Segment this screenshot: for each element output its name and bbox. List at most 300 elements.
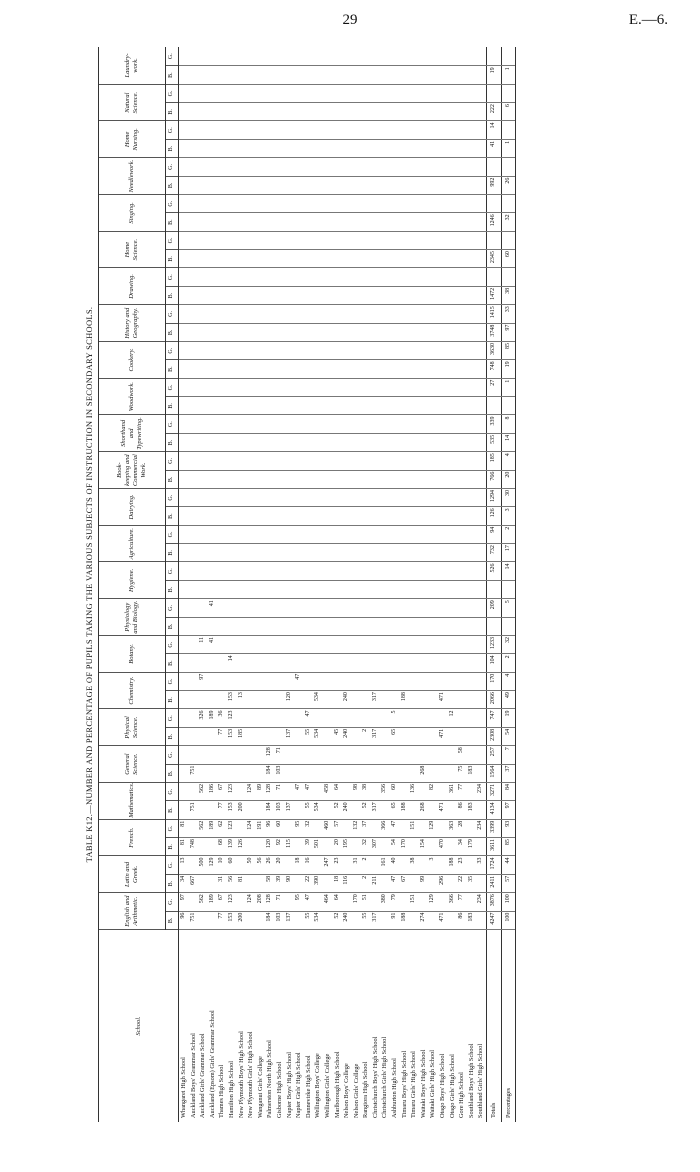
table-cell	[285, 893, 295, 911]
subject-header: Laundry-work.	[99, 47, 166, 84]
table-cell	[323, 580, 333, 598]
table-cell	[198, 231, 208, 249]
table-cell	[323, 433, 333, 451]
table-cell: 380	[380, 893, 390, 911]
table-cell	[198, 562, 208, 580]
table-cell	[179, 452, 189, 470]
table-cell: 234	[476, 893, 486, 911]
table-cell: 751	[189, 764, 199, 782]
table-cell	[400, 103, 410, 121]
girls-column-header: G.	[166, 378, 179, 396]
table-cell: 31	[217, 874, 227, 892]
table-cell: 85	[501, 342, 515, 360]
table-cell	[323, 746, 333, 764]
table-cell	[275, 580, 285, 598]
table-cell	[419, 452, 429, 470]
table-cell: 1	[501, 66, 515, 84]
table-cell	[294, 727, 304, 745]
table-cell	[189, 746, 199, 764]
table-cell	[285, 213, 295, 231]
table-cell	[448, 801, 458, 819]
table-cell	[400, 783, 410, 801]
table-cell	[371, 433, 381, 451]
table-cell	[400, 599, 410, 617]
table-cell	[476, 433, 486, 451]
table-cell	[476, 874, 486, 892]
table-cell	[438, 47, 448, 66]
table-cell	[476, 213, 486, 231]
boys-column-header: B.	[166, 360, 179, 378]
table-cell	[237, 213, 247, 231]
table-cell	[390, 580, 400, 598]
table-cell	[448, 727, 458, 745]
table-cell: 268	[419, 764, 429, 782]
table-cell	[313, 360, 323, 378]
table-cell	[189, 231, 199, 249]
table-cell	[304, 213, 314, 231]
table-cell	[294, 121, 304, 139]
girls-column-header: G.	[166, 342, 179, 360]
table-cell	[400, 672, 410, 690]
table-cell	[227, 139, 237, 157]
table-cell	[189, 268, 199, 286]
table-cell	[390, 103, 400, 121]
table-cell: 534	[313, 911, 323, 929]
table-row	[227, 47, 237, 1122]
table-cell: 103	[275, 911, 285, 929]
table-cell: 366	[380, 819, 390, 837]
table-cell	[467, 305, 477, 323]
table-cell	[237, 195, 247, 213]
table-row	[304, 47, 314, 1122]
table-cell	[342, 489, 352, 507]
table-cell	[198, 323, 208, 341]
table-cell	[256, 470, 266, 488]
table-cell	[275, 617, 285, 635]
table-cell	[371, 176, 381, 194]
table-cell	[285, 195, 295, 213]
table-cell	[380, 672, 390, 690]
table-cell	[352, 305, 362, 323]
table-cell	[313, 672, 323, 690]
table-cell	[448, 195, 458, 213]
table-cell	[448, 268, 458, 286]
table-cell	[400, 231, 410, 249]
table-cell	[419, 176, 429, 194]
subject-header: Dairying.	[99, 489, 166, 526]
table-cell	[189, 525, 199, 543]
table-cell	[448, 746, 458, 764]
table-cell	[237, 893, 247, 911]
school-name: Wellington Boys' College	[314, 1053, 322, 1118]
table-cell	[409, 121, 419, 139]
table-cell	[448, 672, 458, 690]
table-cell	[198, 286, 208, 304]
table-cell	[467, 819, 477, 837]
table-row	[198, 47, 208, 1122]
table-cell	[361, 415, 371, 433]
table-cell	[323, 268, 333, 286]
table-cell	[476, 617, 486, 635]
table-cell	[380, 158, 390, 176]
table-cell	[179, 231, 189, 249]
table-cell	[428, 452, 438, 470]
table-cell	[275, 470, 285, 488]
table-cell	[275, 103, 285, 121]
table-cell	[476, 672, 486, 690]
table-cell	[246, 286, 256, 304]
table-cell	[333, 544, 343, 562]
table-cell: 535	[487, 433, 502, 451]
table-cell	[467, 250, 477, 268]
table-cell	[428, 286, 438, 304]
table-cell	[246, 66, 256, 84]
table-cell	[457, 544, 467, 562]
table-cell	[217, 433, 227, 451]
table-cell	[304, 433, 314, 451]
table-cell	[361, 580, 371, 598]
table-cell	[304, 250, 314, 268]
table-cell	[467, 268, 477, 286]
table-cell	[313, 158, 323, 176]
table-cell	[352, 47, 362, 66]
table-cell	[390, 452, 400, 470]
table-cell	[361, 139, 371, 157]
table-cell	[400, 66, 410, 84]
table-cell	[467, 746, 477, 764]
table-cell	[198, 415, 208, 433]
table-cell	[285, 525, 295, 543]
table-cell	[342, 250, 352, 268]
table-cell	[333, 470, 343, 488]
table-cell	[419, 562, 429, 580]
table-cell	[208, 286, 218, 304]
school-name: Wanganui Girls' College	[256, 1056, 264, 1118]
table-cell	[237, 158, 247, 176]
table-cell	[467, 360, 477, 378]
table-cell	[304, 580, 314, 598]
table-cell	[501, 580, 515, 598]
table-cell	[323, 672, 333, 690]
table-cell: 30	[501, 489, 515, 507]
table-cell	[419, 654, 429, 672]
table-cell: 458	[323, 783, 333, 801]
table-cell	[501, 617, 515, 635]
table-cell	[371, 286, 381, 304]
girls-column-header: G.	[166, 783, 179, 801]
table-cell	[198, 764, 208, 782]
table-cell	[227, 121, 237, 139]
table-cell	[342, 195, 352, 213]
table-cell: 36	[217, 709, 227, 727]
table-cell	[448, 342, 458, 360]
table-cell	[467, 856, 477, 874]
table-cell	[285, 562, 295, 580]
table-cell	[294, 507, 304, 525]
table-cell: 56	[256, 856, 266, 874]
table-cell: 77	[217, 727, 227, 745]
table-cell	[467, 342, 477, 360]
table-cell	[323, 452, 333, 470]
table-cell	[285, 66, 295, 84]
table-cell	[237, 617, 247, 635]
table-cell	[371, 323, 381, 341]
table-cell	[237, 231, 247, 249]
table-cell	[419, 305, 429, 323]
table-cell	[227, 672, 237, 690]
table-cell	[189, 691, 199, 709]
table-cell	[313, 893, 323, 911]
girls-column-header: G.	[166, 893, 179, 911]
table-cell	[208, 415, 218, 433]
table-cell: 52	[333, 801, 343, 819]
table-cell	[333, 286, 343, 304]
table-cell	[323, 727, 333, 745]
table-cell	[313, 397, 323, 415]
table-cell	[323, 286, 333, 304]
table-cell	[438, 617, 448, 635]
table-cell	[467, 176, 477, 194]
table-cell	[179, 507, 189, 525]
table-cell: 240	[342, 911, 352, 929]
table-cell	[361, 268, 371, 286]
table-cell	[409, 433, 419, 451]
table-cell	[361, 286, 371, 304]
table-cell	[237, 599, 247, 617]
table-cell	[198, 360, 208, 378]
table-cell	[198, 305, 208, 323]
table-cell: 2066	[487, 691, 502, 709]
table-cell	[380, 433, 390, 451]
table-cell	[217, 231, 227, 249]
table-cell: 11	[198, 636, 208, 654]
table-cell	[419, 489, 429, 507]
table-cell	[256, 489, 266, 507]
table-cell	[390, 599, 400, 617]
table-cell: 7	[501, 746, 515, 764]
table-cell: 92	[275, 838, 285, 856]
table-cell	[208, 103, 218, 121]
table-cell	[237, 452, 247, 470]
table-cell	[189, 213, 199, 231]
table-cell	[256, 342, 266, 360]
table-cell	[428, 139, 438, 157]
table-cell	[448, 507, 458, 525]
table-cell	[217, 158, 227, 176]
table-cell	[179, 66, 189, 84]
table-cell	[198, 433, 208, 451]
table-cell	[179, 378, 189, 396]
table-cell	[217, 195, 227, 213]
table-cell	[448, 525, 458, 543]
table-cell	[198, 47, 208, 66]
table-cell	[294, 360, 304, 378]
table-cell	[294, 195, 304, 213]
table-cell	[457, 727, 467, 745]
table-cell	[265, 525, 275, 543]
table-cell	[467, 121, 477, 139]
table-cell	[275, 121, 285, 139]
table-cell	[208, 231, 218, 249]
boys-column-header: B.	[166, 213, 179, 231]
table-cell	[275, 452, 285, 470]
table-cell	[487, 47, 502, 66]
table-cell	[342, 286, 352, 304]
school-name: Timaru Girls' High School	[410, 1051, 418, 1118]
subject-header-row	[99, 47, 166, 1122]
table-cell	[227, 415, 237, 433]
table-cell	[390, 525, 400, 543]
table-cell: 170	[487, 672, 502, 690]
table-cell	[275, 507, 285, 525]
table-cell	[438, 139, 448, 157]
table-cell	[438, 544, 448, 562]
table-cell: 58	[265, 874, 275, 892]
table-cell	[390, 84, 400, 102]
table-cell	[275, 397, 285, 415]
table-cell	[265, 470, 275, 488]
table-cell: 2345	[487, 250, 502, 268]
table-cell: 32	[361, 838, 371, 856]
table-cell: 766	[487, 470, 502, 488]
table-cell	[256, 580, 266, 598]
table-cell	[371, 709, 381, 727]
table-cell: 18	[294, 856, 304, 874]
table-cell	[438, 305, 448, 323]
table-cell	[467, 378, 477, 396]
table-cell: 471	[438, 911, 448, 929]
table-cell	[361, 452, 371, 470]
table-cell: 240	[342, 727, 352, 745]
boys-column-header: B.	[166, 654, 179, 672]
table-cell: 41	[208, 599, 218, 617]
table-cell	[227, 562, 237, 580]
table-cell	[390, 415, 400, 433]
table-cell	[333, 599, 343, 617]
table-cell	[198, 452, 208, 470]
table-cell	[448, 378, 458, 396]
table-cell	[275, 323, 285, 341]
table-cell	[217, 397, 227, 415]
boys-column-header: B.	[166, 911, 179, 929]
table-cell	[294, 84, 304, 102]
table-cell	[448, 489, 458, 507]
table-cell	[361, 231, 371, 249]
table-cell	[189, 636, 199, 654]
table-cell	[323, 342, 333, 360]
table-cell: 95	[294, 893, 304, 911]
table-cell	[304, 489, 314, 507]
table-cell	[313, 507, 323, 525]
table-cell	[419, 746, 429, 764]
table-cell: 22	[304, 874, 314, 892]
table-cell	[476, 342, 486, 360]
table-cell	[256, 415, 266, 433]
table-cell	[428, 672, 438, 690]
table-cell	[400, 856, 410, 874]
girls-column-header: G.	[166, 452, 179, 470]
table-row	[371, 47, 381, 1122]
table-cell: 17	[501, 544, 515, 562]
table-cell	[380, 470, 390, 488]
table-cell	[457, 489, 467, 507]
table-cell: 41	[208, 636, 218, 654]
table-cell	[448, 764, 458, 782]
table-cell	[333, 617, 343, 635]
table-cell	[179, 746, 189, 764]
table-cell	[438, 489, 448, 507]
table-cell	[457, 525, 467, 543]
table-cell	[323, 470, 333, 488]
table-cell	[198, 84, 208, 102]
table-cell	[409, 617, 419, 635]
school-name: Timaru Boys' High School	[400, 1050, 408, 1118]
table-cell	[198, 507, 208, 525]
table-cell	[409, 66, 419, 84]
table-cell	[409, 103, 419, 121]
table-cell	[380, 176, 390, 194]
table-cell	[304, 470, 314, 488]
table-cell	[246, 433, 256, 451]
table-cell	[457, 580, 467, 598]
table-cell	[333, 158, 343, 176]
table-cell	[390, 342, 400, 360]
table-cell	[275, 433, 285, 451]
table-cell	[323, 103, 333, 121]
table-cell	[275, 360, 285, 378]
school-name: Nelson Girls' College	[352, 1063, 360, 1118]
table-cell	[352, 378, 362, 396]
school-name: Hamilton High School	[227, 1060, 235, 1118]
table-cell	[208, 838, 218, 856]
table-cell	[208, 580, 218, 598]
table-cell	[323, 709, 333, 727]
table-cell: 184	[265, 801, 275, 819]
table-cell	[208, 617, 218, 635]
table-cell: 3	[428, 856, 438, 874]
table-cell	[457, 158, 467, 176]
table-cell	[189, 819, 199, 837]
table-cell	[227, 103, 237, 121]
table-cell	[390, 378, 400, 396]
table-cell: 184	[265, 764, 275, 782]
table-cell	[342, 470, 352, 488]
table-cell	[275, 231, 285, 249]
table-cell	[352, 360, 362, 378]
table-cell: 363	[448, 819, 458, 837]
table-cell: 2	[501, 654, 515, 672]
table-cell	[467, 195, 477, 213]
table-cell	[476, 323, 486, 341]
table-cell	[304, 654, 314, 672]
table-cell	[380, 268, 390, 286]
table-cell: 3876	[487, 893, 502, 911]
table-cell	[313, 783, 323, 801]
table-cell	[352, 84, 362, 102]
table-cell	[208, 121, 218, 139]
table-cell	[294, 691, 304, 709]
table-cell	[265, 121, 275, 139]
table-cell	[256, 838, 266, 856]
table-cell	[390, 121, 400, 139]
table-cell	[438, 470, 448, 488]
table-cell	[217, 47, 227, 66]
table-cell	[438, 452, 448, 470]
table-cell	[208, 746, 218, 764]
table-cell	[189, 452, 199, 470]
boys-column-header: B.	[166, 433, 179, 451]
table-cell	[285, 470, 295, 488]
